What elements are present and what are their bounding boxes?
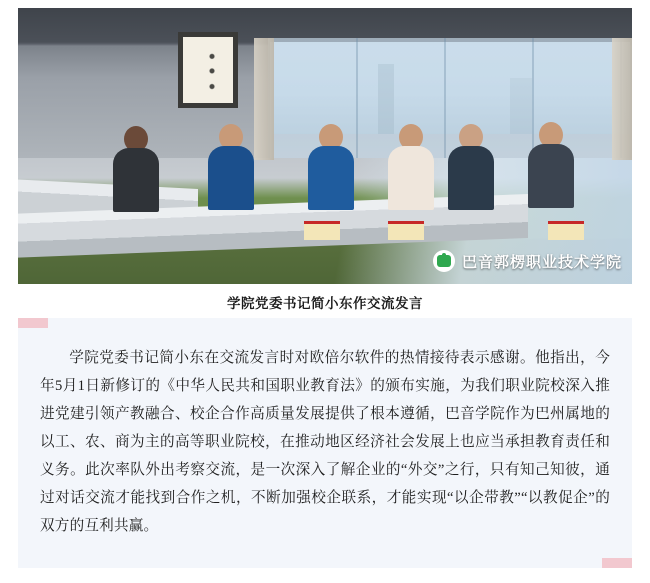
photo-name-tag — [304, 221, 340, 240]
photo-curtain-right — [612, 38, 632, 160]
photo-person — [308, 124, 354, 210]
photo-caption: 学院党委书记简小东作交流发言 — [227, 296, 423, 311]
article-paragraph: 学院党委书记简小东在交流发言时对欧倍尔软件的热情接待表示感谢。他指出，今年5月1日新修订的《中华人民共和国职业教育法》的颁布实施，为我们职业院校深入推进党建引领产教融合、校企合作高质量发展提供了根本遵循，巴音学院作为巴州属地的以工、农、商为主的高等职业院校，在推动地区经济社会发展上也应当承担教育责任和义务。此次率队外出考察交流，是一次深入了解企业的“外交”之行，只有知己知彼，通过对话交流才能找到合作之机，不断加强校企联系，才能实现“以企带教”“以教促企”的双方的互利共赢。 — [40, 350, 610, 534]
decorative-corner-bottom-right — [602, 558, 632, 568]
photo-person — [113, 126, 159, 212]
photo-name-tag — [388, 221, 424, 240]
photo-name-tag — [548, 221, 584, 240]
photo-person-body — [528, 144, 574, 208]
photo-watermark — [433, 250, 622, 272]
article-body-block — [18, 318, 632, 568]
photo-person — [528, 122, 574, 208]
photo-person-body — [448, 146, 494, 210]
photo-person — [448, 124, 494, 210]
photo-wall-calligraphy — [178, 32, 238, 108]
wechat-official-account-badge-icon — [433, 250, 455, 272]
photo-scene — [18, 8, 632, 284]
photo-person-body — [388, 146, 434, 210]
watermark-label: 巴音郭楞职业技术学院 — [461, 253, 622, 271]
photo-curtain-left — [254, 38, 274, 160]
photo-person-body — [308, 146, 354, 210]
decorative-corner-top-left — [18, 318, 48, 328]
photo-person — [208, 124, 254, 210]
photo-person-body — [113, 148, 159, 212]
article-photo — [18, 8, 632, 284]
photo-person — [388, 124, 434, 210]
photo-person-body — [208, 146, 254, 210]
